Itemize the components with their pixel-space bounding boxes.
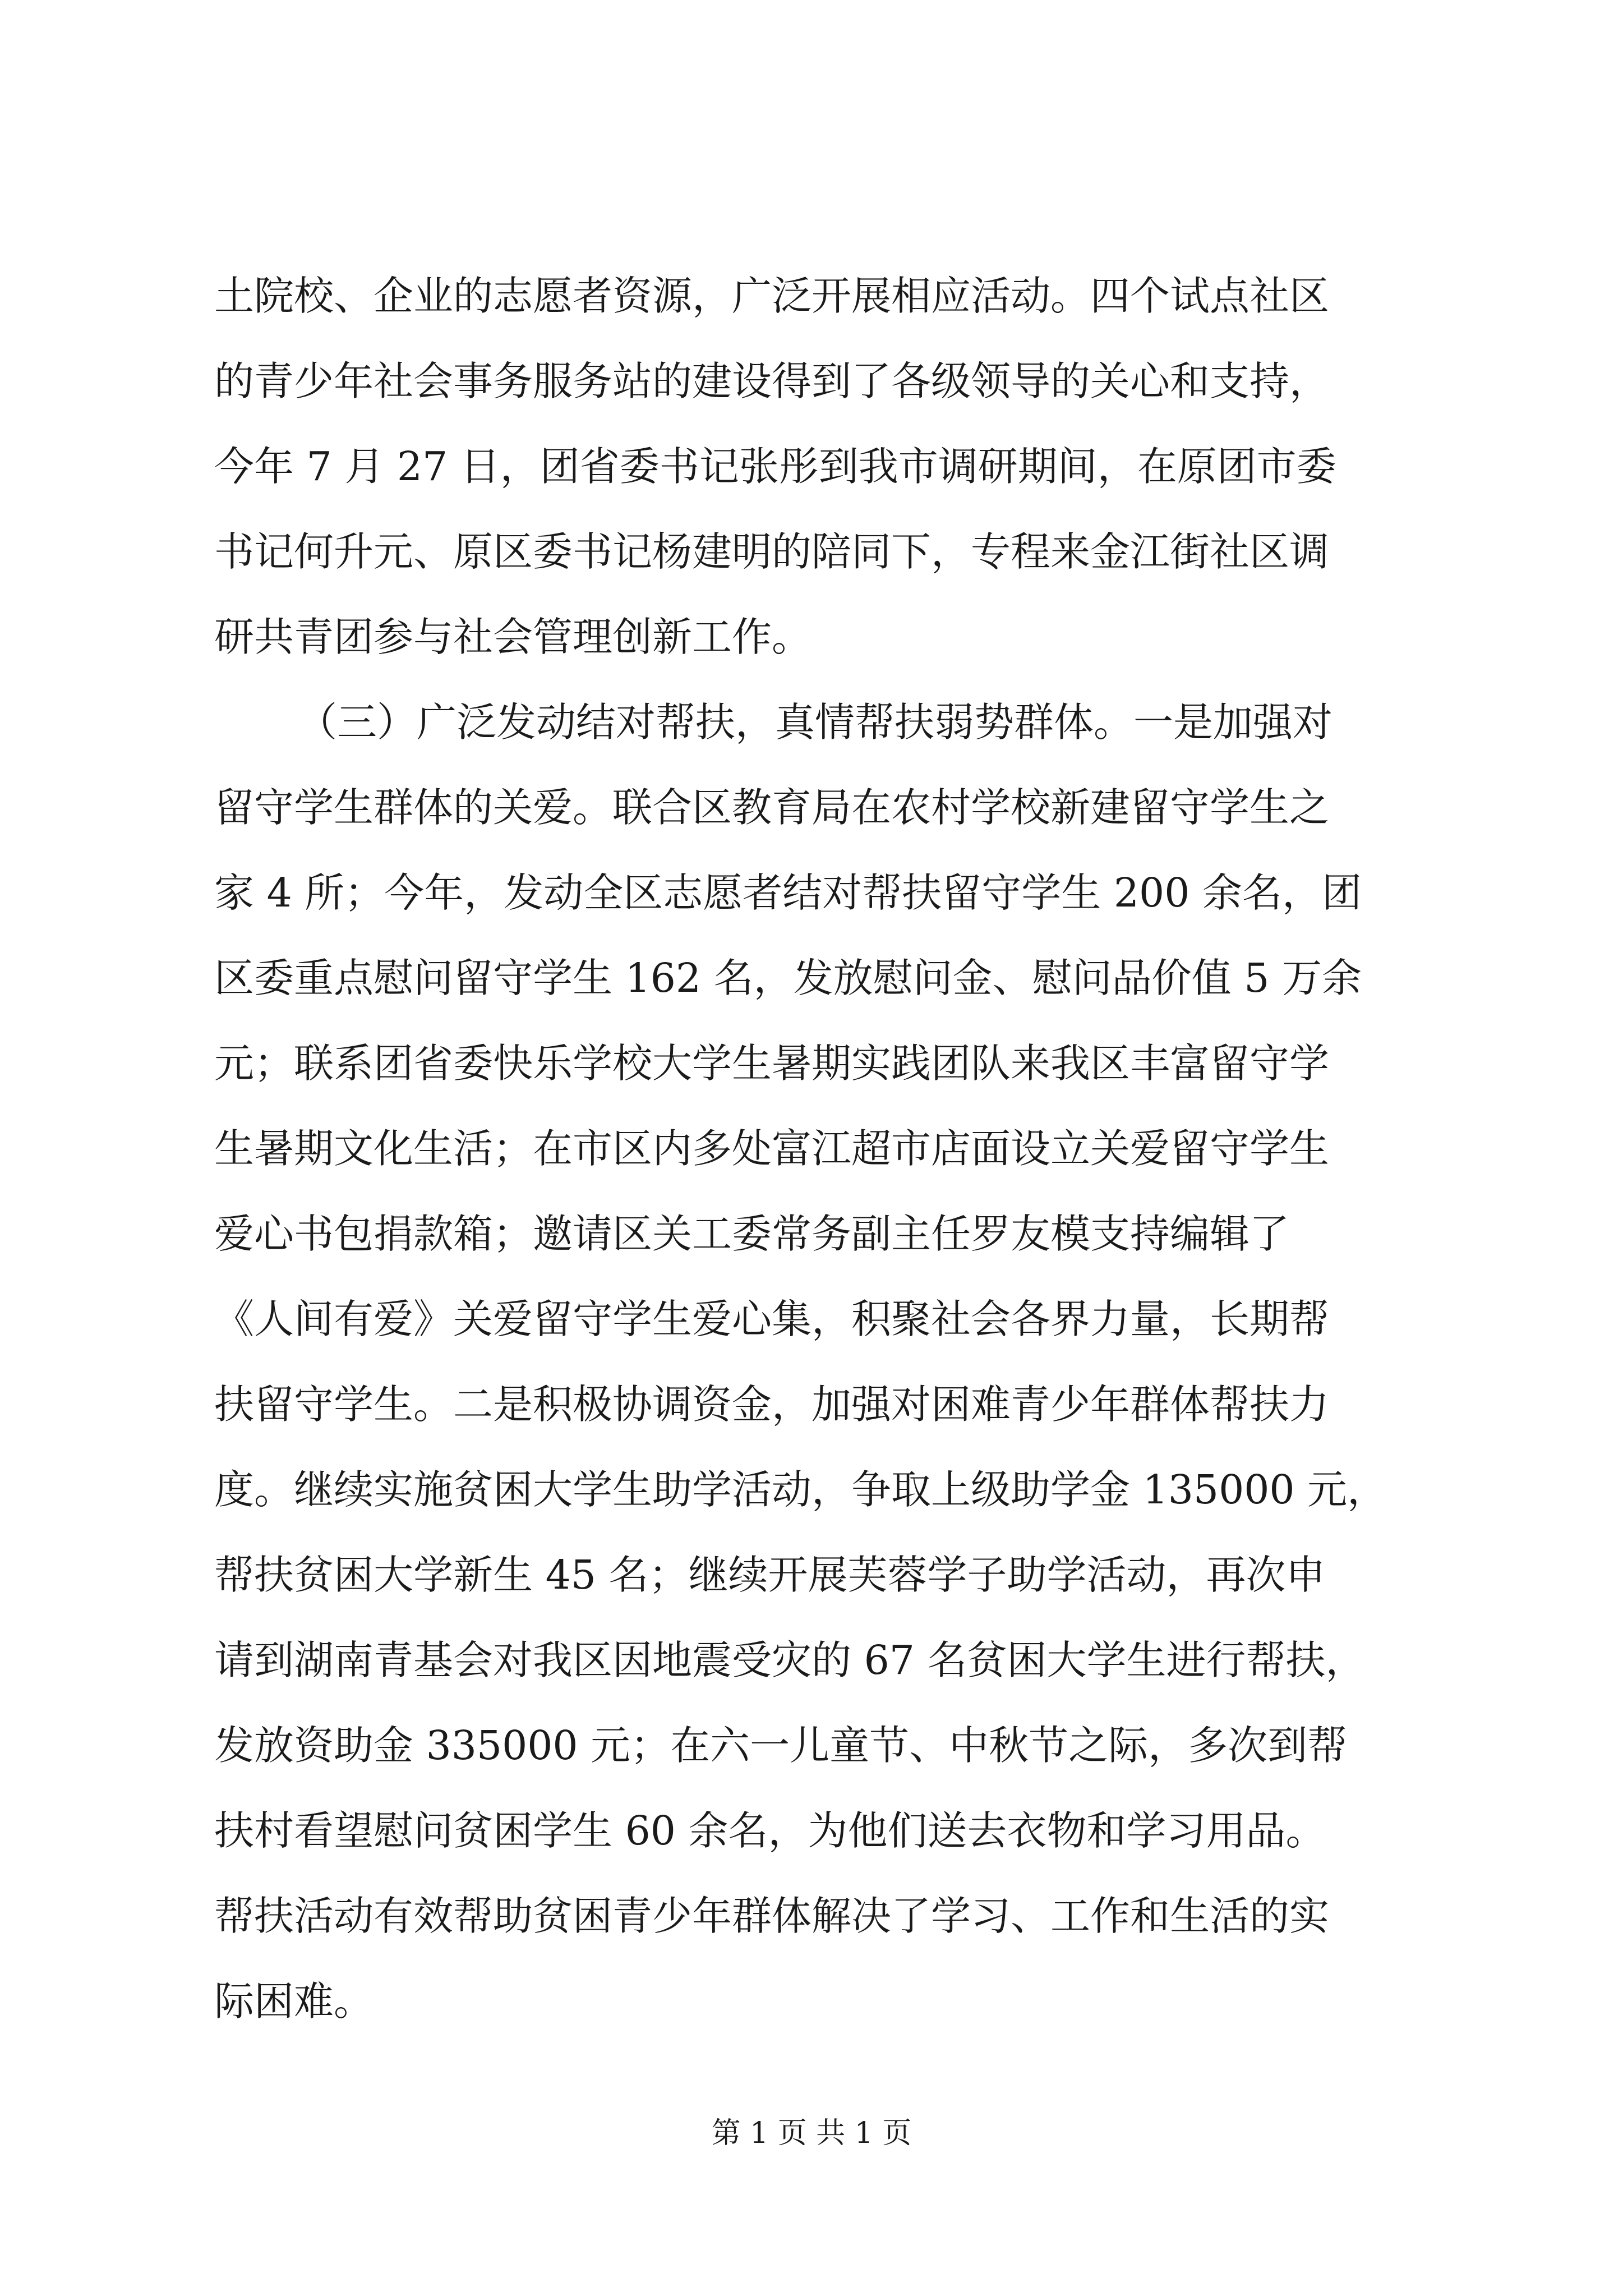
body-line: 今年 7 月 27 日，团省委书记张彤到我市调研期间，在原团市委: [214, 443, 1336, 490]
body-line: 元；联系团省委快乐学校大学生暑期实践团队来我区丰富留守学: [214, 1040, 1330, 1087]
body-line: 爱心书包捐款箱；邀请区关工委常务副主任罗友模支持编辑了: [214, 1211, 1290, 1257]
body-line: 度。继续实施贫困大学生助学活动，争取上级助学金 135000 元，: [214, 1466, 1387, 1513]
paragraph-heading-line: （三）广泛发动结对帮扶，真情帮扶弱势群体。一是加强对: [297, 699, 1333, 746]
page-number-footer: 第 1 页 共 1 页: [711, 2116, 912, 2150]
body-line: 《人间有爱》关爱留守学生爱心集，积聚社会各界力量，长期帮: [214, 1296, 1330, 1342]
body-line: 扶村看望慰问贫困学生 60 余名，为他们送去衣物和学习用品。: [214, 1807, 1326, 1854]
body-line: 的青少年社会事务服务站的建设得到了各级领导的关心和支持，: [214, 358, 1330, 404]
body-line: 区委重点慰问留守学生 162 名，发放慰问金、慰问品价值 5 万余: [214, 955, 1362, 1001]
body-line: 生暑期文化生活；在市区内多处富江超市店面设立关爱留守学生: [214, 1125, 1330, 1172]
body-line: 研共青团参与社会管理创新工作。: [214, 614, 812, 660]
body-line: 请到湖南青基会对我区因地震受灾的 67 名贫困大学生进行帮扶，: [214, 1637, 1366, 1683]
body-line: 留守学生群体的关爱。联合区教育局在农村学校新建留守学生之: [214, 784, 1330, 831]
body-line: 帮扶活动有效帮助贫困青少年群体解决了学习、工作和生活的实: [214, 1893, 1330, 1939]
body-line: 土院校、企业的志愿者资源，广泛开展相应活动。四个试点社区: [214, 273, 1330, 319]
body-line: 帮扶贫困大学新生 45 名；继续开展芙蓉学子助学活动，再次申: [214, 1552, 1326, 1598]
body-line: 家 4 所；今年，发动全区志愿者结对帮扶留守学生 200 余名，团: [214, 869, 1362, 916]
body-line: 扶留守学生。二是积极协调资金，加强对困难青少年群体帮扶力: [214, 1381, 1330, 1428]
body-line: 际困难。: [214, 1978, 374, 2024]
body-line: 发放资助金 335000 元；在六一儿童节、中秋节之际，多次到帮: [214, 1722, 1348, 1769]
body-line: 书记何升元、原区委书记杨建明的陪同下，专程来金江街社区调: [214, 528, 1330, 575]
